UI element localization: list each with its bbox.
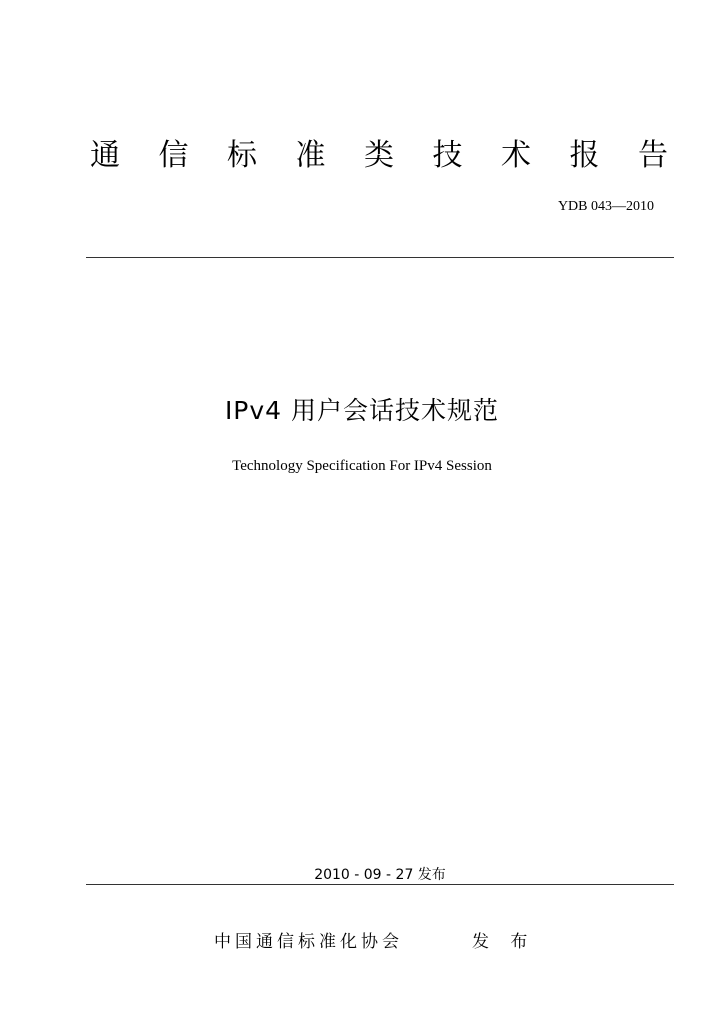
publisher-name: 中国通信标准化协会 (214, 932, 403, 952)
report-type-char: 标 (227, 138, 257, 173)
document-subtitle: Technology Specification For IPv4 Session (232, 458, 492, 474)
report-type-char: 通 (90, 138, 120, 173)
report-type-char: 信 (158, 138, 189, 173)
issue-date: 2010 - 09 - 27 发布 (314, 867, 446, 883)
report-type-char: 准 (295, 138, 326, 173)
report-type-char: 技 (432, 138, 463, 173)
report-type-char: 告 (638, 138, 668, 173)
top-divider (86, 257, 674, 258)
report-type-char: 报 (569, 138, 600, 173)
publish-label: 发 布 (472, 932, 536, 952)
report-type-heading (88, 136, 670, 176)
standard-code: YDB 043—2010 (557, 199, 654, 214)
bottom-divider (86, 884, 674, 885)
report-type-char: 类 (364, 138, 394, 173)
document-title: IPv4 用户会话技术规范 (224, 396, 500, 425)
report-type-char: 术 (501, 138, 531, 173)
